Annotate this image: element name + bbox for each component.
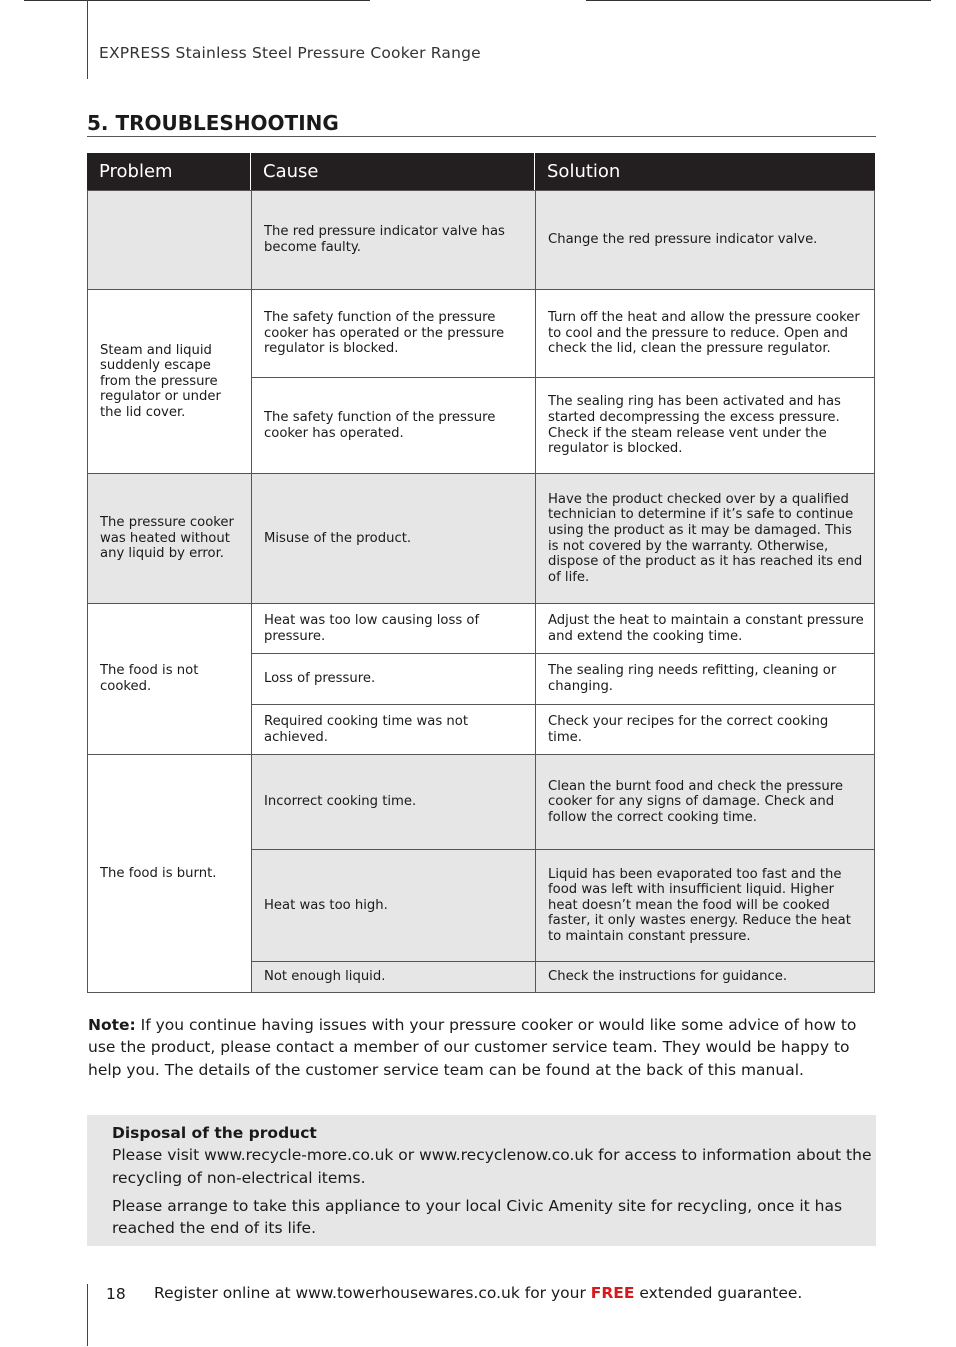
footer-margin-line <box>87 1284 88 1346</box>
header-solution: Solution <box>535 153 875 190</box>
disposal-heading: Disposal of the product <box>112 1124 317 1142</box>
problem-cell <box>87 190 252 290</box>
disposal-para-1: Please visit www.recycle-more.co.uk or www.recyclenow.co.uk for access to information about the recycling of non-electrical items. <box>112 1146 872 1187</box>
solution-cell: Turn off the heat and allow the pressure cooker to cool and the pressure to reduce. Open and check the lid, clean the pressure regulator. <box>535 289 875 378</box>
problem-cell: The food is not cooked. <box>87 603 252 755</box>
problem-cell: The food is burnt. <box>87 754 252 993</box>
problem-cell: Steam and liquid suddenly escape from the pressure regulator or under the lid cover. <box>87 289 252 474</box>
note-paragraph <box>88 1014 878 1081</box>
cause-cell: Heat was too low causing loss of pressure. <box>251 603 536 654</box>
solution-cell: Check your recipes for the correct cooking time. <box>535 704 875 755</box>
solution-cell: Change the red pressure indicator valve. <box>535 190 875 290</box>
solution-cell: Liquid has been evaporated too fast and the food was left with insufficient liquid. Higher heat doesn’t mean the food will be cooked faster, it only wastes energy. Reduce the heat to maintain constant pressure. <box>535 849 875 962</box>
cause-cell: The red pressure indicator valve has become faulty. <box>251 190 536 290</box>
cause-cell: Loss of pressure. <box>251 653 536 705</box>
cause-cell: Required cooking time was not achieved. <box>251 704 536 755</box>
page-number: 18 <box>106 1285 126 1303</box>
cause-cell: Incorrect cooking time. <box>251 754 536 850</box>
solution-cell: Clean the burnt food and check the pressure cooker for any signs of damage. Check and follow the correct cooking time. <box>535 754 875 850</box>
solution-cell: Adjust the heat to maintain a constant pressure and extend the cooking time. <box>535 603 875 654</box>
solution-cell: Have the product checked over by a qualified technician to determine if it’s safe to continue using the product as it may be damaged. This is not covered by the warranty. Otherwise, dispose of the product as it has reached its end of life. <box>535 473 875 604</box>
header-cause: Cause <box>251 153 534 190</box>
footer-text: Register online at www.towerhousewares.co.uk for your FREE extended guarantee. <box>154 1284 803 1302</box>
solution-cell: The sealing ring needs refitting, cleaning or changing. <box>535 653 875 705</box>
solution-cell: The sealing ring has been activated and has started decompressing the excess pressure. Check if the steam release vent under the regulator is blocked. <box>535 377 875 474</box>
section-title: 5. TROUBLESHOOTING <box>87 111 339 135</box>
solution-cell: Check the instructions for guidance. <box>535 961 875 993</box>
header-problem: Problem <box>87 153 250 190</box>
disposal-para-2: Please arrange to take this appliance to your local Civic Amenity site for recycling, once it has reached the end of its life. <box>112 1196 843 1238</box>
problem-cell: The pressure cooker was heated without any liquid by error. <box>87 473 252 604</box>
free-highlight: FREE <box>590 1284 635 1302</box>
title-divider <box>87 136 876 137</box>
header-margin-line <box>87 0 88 79</box>
cause-cell: Heat was too high. <box>251 849 536 962</box>
document-title: EXPRESS Stainless Steel Pressure Cooker Range <box>99 44 481 62</box>
cause-cell: The safety function of the pressure cooker has operated or the pressure regulator is blocked. <box>251 289 536 378</box>
cause-cell: The safety function of the pressure cooker has operated. <box>251 377 536 474</box>
top-rule-left <box>24 0 370 1</box>
cause-cell: Misuse of the product. <box>251 473 536 604</box>
top-rule-right <box>586 0 931 1</box>
cause-cell: Not enough liquid. <box>251 961 536 993</box>
note-text: If you continue having issues with your pressure cooker or would like some advice of how to use the product, please contact a member of our customer service team. They would be happy to help you. The details of the customer service team can be found at the back of this manual. <box>88 1016 857 1079</box>
note-label: Note: <box>88 1016 136 1034</box>
disposal-box <box>87 1115 876 1246</box>
